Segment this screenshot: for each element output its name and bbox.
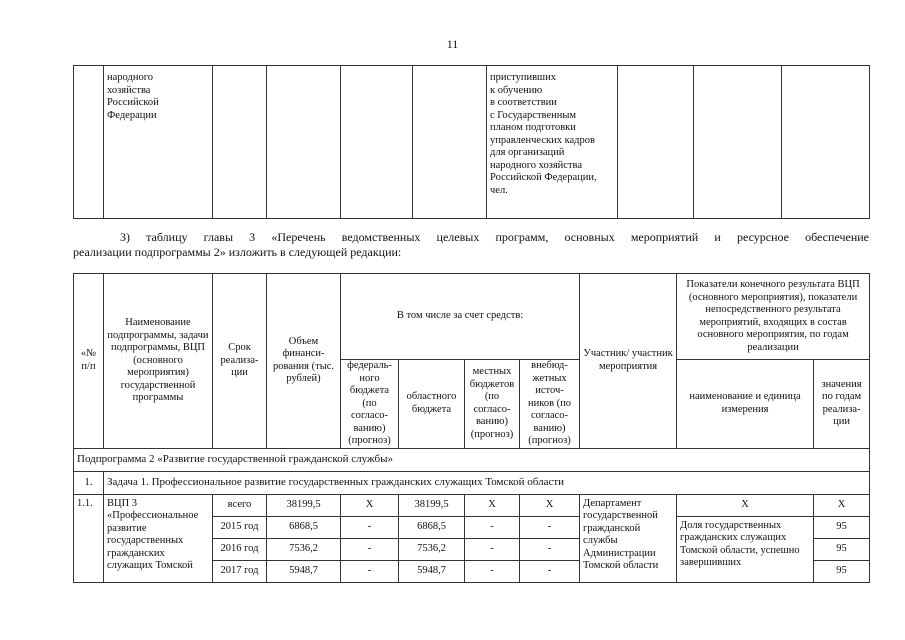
- header-term: Срок реализа-ции: [213, 274, 267, 449]
- row-extra: -: [520, 516, 580, 538]
- cont-indicator-line: чел.: [490, 184, 508, 196]
- row-local: -: [465, 538, 520, 560]
- header-name: Наименование подпрограммы, задачи подпрограммы, ВЦП (основного мероприятия) государственной программы: [104, 274, 213, 449]
- continued-table: [73, 65, 870, 219]
- row-local: -: [465, 516, 520, 538]
- row-extra: Х: [520, 494, 580, 516]
- row-value: 95: [814, 560, 870, 582]
- subprogram-row: Подпрограмма 2 «Развитие государственной гражданской службы»: [74, 448, 870, 471]
- header-federal: федераль-ного бюджета (по согласо-ванию) (прогноз): [341, 360, 399, 449]
- header-volume: Объем финанси-рования (тыс. рублей): [267, 274, 341, 449]
- cont-indicator-line: планом подготовки: [490, 122, 576, 133]
- row-volume: 6868,5: [267, 516, 341, 538]
- row-local: -: [465, 560, 520, 582]
- row-local: Х: [465, 494, 520, 516]
- indicator-cell: Доля государственных гражданских служащих Томской области, успешно завершивших: [677, 516, 814, 582]
- paragraph-line-1: 3) таблицу главы 3 «Перечень ведомственных целевых программ, основных мероприятий и ресурсное обеспечение: [120, 230, 869, 244]
- header-participant: Участник/ участник мероприятия: [580, 274, 677, 449]
- row-federal: -: [341, 538, 399, 560]
- header-including: В том числе за счет средств:: [341, 274, 580, 360]
- cont-indicator-line: с Государственным: [490, 109, 577, 121]
- row-value: 95: [814, 516, 870, 538]
- item-number: 1.1.: [74, 494, 104, 582]
- row-term: всего: [213, 494, 267, 516]
- cont-indicator-line: управленческих кадров: [490, 134, 595, 146]
- header-num: «№ п/п: [74, 274, 104, 449]
- cont-indicator-line: Российской Федерации,: [490, 172, 597, 183]
- instruction-paragraph: [73, 230, 869, 260]
- row-volume: 7536,2: [267, 538, 341, 560]
- cont-name-line: хозяйства: [107, 84, 151, 96]
- row-federal: -: [341, 560, 399, 582]
- row-volume: 38199,5: [267, 494, 341, 516]
- row-regional: 6868,5: [399, 516, 465, 538]
- cont-indicator-line: приступивших: [490, 72, 556, 83]
- cont-indicator-line: народного хозяйства: [490, 159, 583, 171]
- cont-indicator-line: для организаций: [490, 147, 565, 158]
- cont-indicator-cell: [487, 66, 618, 219]
- page-number: 11: [446, 37, 459, 51]
- row-value: Х: [814, 494, 870, 516]
- item-name: ВЦП 3 «Профессиональное развитие государственных гражданских служащих Томской: [104, 494, 213, 582]
- header-indicator-name: наименование и единица измерения: [677, 360, 814, 449]
- row-term: 2017 год: [213, 560, 267, 582]
- cont-name-line: народного: [107, 72, 153, 83]
- header-local: местных бюджетов (по согласо-ванию) (прогноз): [465, 360, 520, 449]
- cont-name-line: Федерации: [107, 109, 157, 121]
- row-term: 2016 год: [213, 538, 267, 560]
- cont-name-line: Российской: [107, 97, 159, 108]
- row-regional: 38199,5: [399, 494, 465, 516]
- participant-cell: Департамент государственной гражданской службы Администрации Томской области: [580, 494, 677, 582]
- header-indicator-values: значения по годам реализа-ции: [814, 360, 870, 449]
- row-federal: Х: [341, 494, 399, 516]
- row-extra: -: [520, 560, 580, 582]
- task-row: Задача 1. Профессиональное развитие государственных гражданских служащих Томской области: [104, 471, 870, 494]
- cont-indicator-line: в соответствии: [490, 97, 557, 108]
- cont-indicator-line: к обучению: [490, 84, 543, 96]
- row-term: 2015 год: [213, 516, 267, 538]
- task-number: 1.: [74, 471, 104, 494]
- cont-name-cell: [104, 66, 213, 219]
- header-regional: областного бюджета: [399, 360, 465, 449]
- header-indicators: Показатели конечного результата ВЦП (основного мероприятия), показатели непосредственного результата мероприятий, входящих в состав основного мероприятия, по годам реализации: [677, 274, 870, 360]
- row-federal: -: [341, 516, 399, 538]
- row-volume: 5948,7: [267, 560, 341, 582]
- paragraph-line-2: реализации подпрограммы 2» изложить в следующей редакции:: [73, 245, 402, 259]
- row-extra: -: [520, 538, 580, 560]
- header-extra: внебюд-жетных источ-ников (по согласо-ванию) (прогноз): [520, 360, 580, 449]
- row-regional: 5948,7: [399, 560, 465, 582]
- row-indicator-name: Х: [677, 494, 814, 516]
- program-table: [73, 273, 870, 583]
- row-value: 95: [814, 538, 870, 560]
- row-regional: 7536,2: [399, 538, 465, 560]
